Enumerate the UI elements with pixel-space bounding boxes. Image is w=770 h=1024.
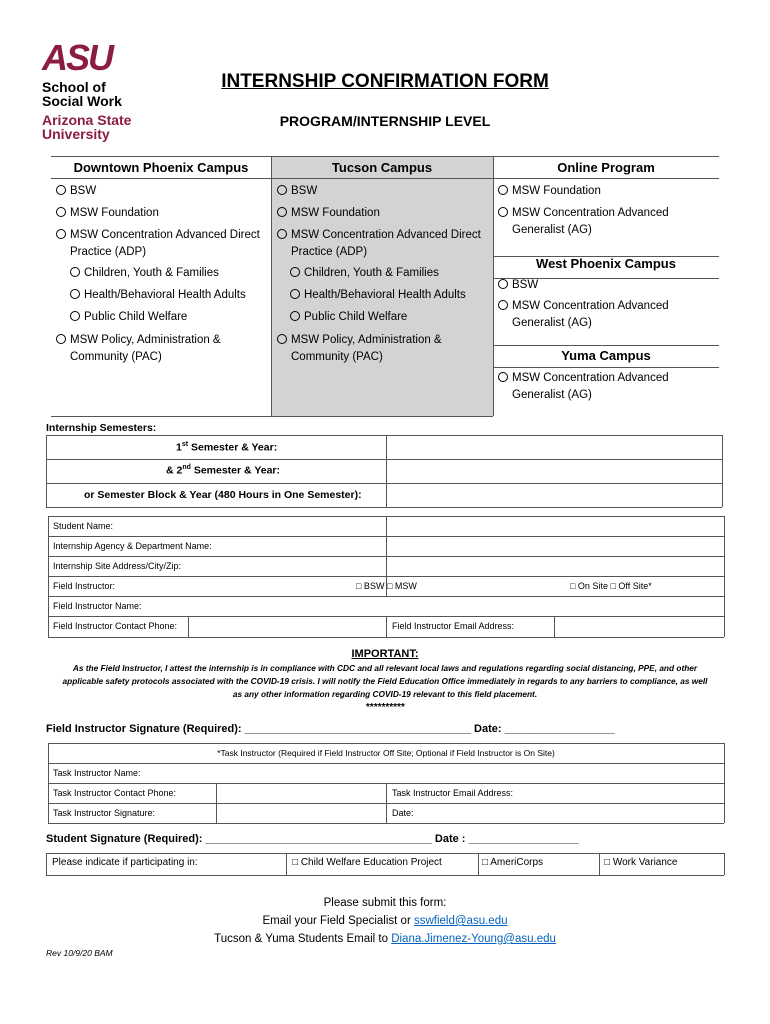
radio-circle-icon xyxy=(277,229,287,239)
tucson-msw-foundation-radio[interactable]: MSW Foundation xyxy=(277,205,380,222)
radio-circle-icon xyxy=(498,279,508,289)
logo-school-line2: Social Work xyxy=(42,93,122,109)
west-ag-radio[interactable]: MSW Concentration Advanced xyxy=(498,298,669,315)
radio-circle-icon xyxy=(56,229,66,239)
downtown-adp-label-line2: Practice (ADP) xyxy=(70,246,147,258)
revision-label: Rev 10/9/20 BAM xyxy=(46,948,113,958)
onsite-offsite-checkboxes[interactable]: □ On Site □ Off Site* xyxy=(570,581,652,591)
radio-circle-icon xyxy=(498,372,508,382)
downtown-cyf-radio[interactable]: Children, Youth & Families xyxy=(70,265,219,282)
tucson-email-link[interactable]: Diana.Jimenez-Young@asu.edu xyxy=(391,933,556,945)
online-msw-foundation-radio[interactable]: MSW Foundation xyxy=(498,183,601,200)
online-ag-radio[interactable]: MSW Concentration Advanced xyxy=(498,205,669,222)
downtown-bsw-radio[interactable]: BSW xyxy=(56,183,96,200)
downtown-pac-label-line2: Community (PAC) xyxy=(70,351,162,363)
logo-school-line1: School of xyxy=(42,79,106,95)
fi-signature-line[interactable]: Field Instructor Signature (Required): _____________________________________ Date: __________________ xyxy=(46,723,615,735)
west-header: West Phoenix Campus xyxy=(536,256,676,271)
radio-circle-icon xyxy=(70,289,80,299)
task-name-label: Task Instructor Name: xyxy=(53,768,141,778)
task-signature-label: Task Instructor Signature: xyxy=(53,808,156,818)
second-semester-input[interactable] xyxy=(388,461,720,482)
west-bsw-radio[interactable]: BSW xyxy=(498,277,538,294)
downtown-pac-radio[interactable]: MSW Policy, Administration & xyxy=(56,332,221,349)
radio-circle-icon xyxy=(56,334,66,344)
radio-circle-icon xyxy=(277,334,287,344)
radio-circle-icon xyxy=(56,185,66,195)
downtown-hbh-radio[interactable]: Health/Behavioral Health Adults xyxy=(70,287,246,304)
radio-circle-icon xyxy=(290,311,300,321)
downtown-adp-radio[interactable]: MSW Concentration Advanced Direct xyxy=(56,227,260,244)
online-header: Online Program xyxy=(557,160,655,175)
fi-email-input[interactable] xyxy=(556,617,722,636)
task-phone-input[interactable] xyxy=(218,784,384,803)
radio-circle-icon xyxy=(290,289,300,299)
radio-circle-icon xyxy=(277,185,287,195)
downtown-header: Downtown Phoenix Campus xyxy=(73,160,249,175)
radio-circle-icon xyxy=(277,207,287,217)
radio-circle-icon xyxy=(56,207,66,217)
logo-university-line1: Arizona State xyxy=(42,112,132,128)
task-email-label: Task Instructor Email Address: xyxy=(392,788,514,798)
radio-circle-icon xyxy=(70,311,80,321)
work-variance-checkbox[interactable]: □ Work Variance xyxy=(604,857,678,868)
radio-circle-icon xyxy=(498,300,508,310)
important-text: As the Field Instructor, I attest the internship is in compliance with CDC and all relevant local laws and regulations regarding social distancing, PPE, and other applicable safety protocols associated with the COVID-19 crisis. I will notify the Field Education Office immediately in regards to any barriers to compliance, as well as any other information regarding COVID-19 relevant to this field placement. ********** xyxy=(62,663,708,713)
radio-circle-icon xyxy=(290,267,300,277)
address-label: Internship Site Address/City/Zip: xyxy=(53,561,182,571)
second-semester-label: & 2nd Semester & Year: xyxy=(166,464,281,477)
task-date-label: Date: xyxy=(392,808,414,818)
submit-line1: Please submit this form: xyxy=(323,897,447,909)
fi-phone-label: Field Instructor Contact Phone: xyxy=(53,621,178,631)
radio-circle-icon xyxy=(498,185,508,195)
tucson-pac-radio[interactable]: MSW Policy, Administration & xyxy=(277,332,442,349)
block-semester-input[interactable] xyxy=(388,485,720,506)
tucson-header: Tucson Campus xyxy=(331,160,433,175)
yuma-ag-label-line2: Generalist (AG) xyxy=(512,389,592,401)
field-email-link[interactable]: sswfield@asu.edu xyxy=(413,915,508,927)
task-phone-label: Task Instructor Contact Phone: xyxy=(53,788,177,798)
agency-input[interactable] xyxy=(388,537,722,556)
task-signature-input[interactable] xyxy=(218,804,384,823)
first-semester-label: 1st Semester & Year: xyxy=(176,441,278,454)
important-heading: IMPORTANT: xyxy=(351,648,419,660)
radio-circle-icon xyxy=(70,267,80,277)
fi-name-label: Field Instructor Name: xyxy=(53,601,142,611)
tucson-cyf-radio[interactable]: Children, Youth & Families xyxy=(290,265,439,282)
block-semester-label: or Semester Block & Year (480 Hours in One Semester): xyxy=(84,489,362,501)
form-subtitle: PROGRAM/INTERNSHIP LEVEL xyxy=(279,113,491,129)
student-name-input[interactable] xyxy=(388,517,722,536)
downtown-msw-foundation-radio[interactable]: MSW Foundation xyxy=(56,205,159,222)
asu-logo: ASU xyxy=(42,37,113,78)
tucson-adp-label-line2: Practice (ADP) xyxy=(291,246,368,258)
fi-email-label: Field Instructor Email Address: xyxy=(392,621,515,631)
cwep-checkbox[interactable]: □ Child Welfare Education Project xyxy=(292,857,442,868)
radio-circle-icon xyxy=(498,207,508,217)
online-ag-label-line2: Generalist (AG) xyxy=(512,224,592,236)
bsw-msw-checkboxes[interactable]: □ BSW □ MSW xyxy=(356,581,417,591)
submit-instructions xyxy=(0,894,770,948)
west-ag-label-line2: Generalist (AG) xyxy=(512,317,592,329)
fi-phone-input[interactable] xyxy=(190,617,385,636)
tucson-pcw-radio[interactable]: Public Child Welfare xyxy=(290,309,407,326)
field-instructor-label: Field Instructor: xyxy=(53,581,116,591)
tucson-hbh-radio[interactable]: Health/Behavioral Health Adults xyxy=(290,287,466,304)
submit-line3: Tucson & Yuma Students Email to Diana.Jimenez-Young@asu.edu xyxy=(214,933,556,945)
tucson-bsw-radio[interactable]: BSW xyxy=(277,183,317,200)
task-note: *Task Instructor (Required if Field Instructor Off Site; Optional if Field Instructor is On Site) xyxy=(217,748,555,758)
downtown-pcw-radio[interactable]: Public Child Welfare xyxy=(70,309,187,326)
submit-line2: Email your Field Specialist or sswfield@asu.edu xyxy=(262,915,508,927)
logo-university-line2: University xyxy=(42,126,110,142)
yuma-header: Yuma Campus xyxy=(561,348,651,363)
tucson-pac-label-line2: Community (PAC) xyxy=(291,351,383,363)
tucson-adp-radio[interactable]: MSW Concentration Advanced Direct xyxy=(277,227,481,244)
semesters-label: Internship Semesters: xyxy=(46,422,157,434)
first-semester-input[interactable] xyxy=(388,437,720,458)
form-title: INTERNSHIP CONFIRMATION FORM xyxy=(221,71,549,92)
student-name-label: Student Name: xyxy=(53,521,114,531)
address-input[interactable] xyxy=(388,557,722,576)
agency-label: Internship Agency & Department Name: xyxy=(53,541,212,551)
participation-label: Please indicate if participating in: xyxy=(52,857,198,868)
student-signature-line[interactable]: Student Signature (Required): _____________________________________ Date : __________________ xyxy=(46,833,579,845)
yuma-ag-radio[interactable]: MSW Concentration Advanced xyxy=(498,370,669,387)
americorps-checkbox[interactable]: □ AmeriCorps xyxy=(482,857,544,868)
